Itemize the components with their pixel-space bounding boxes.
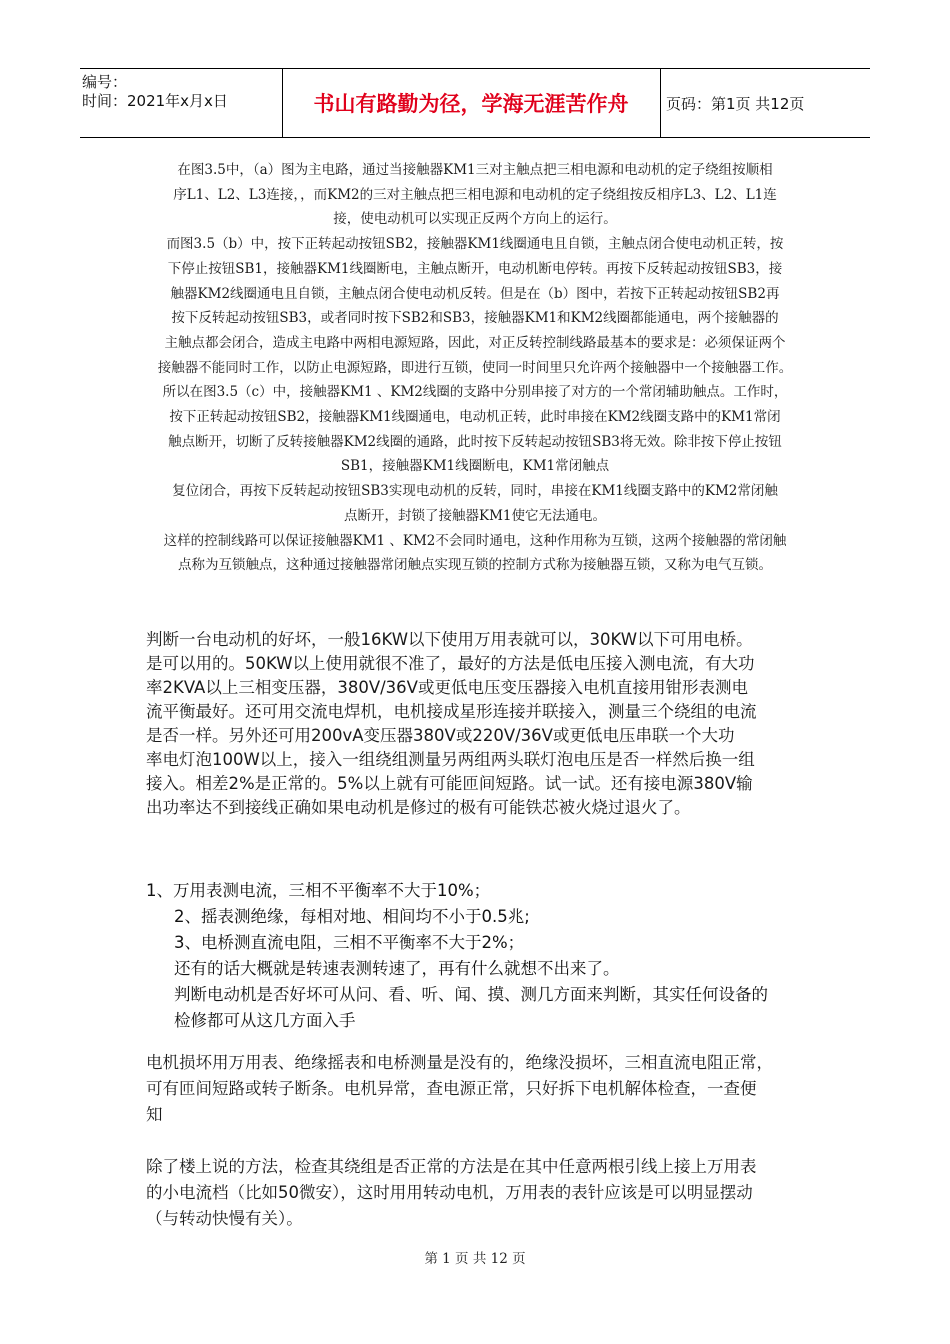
header-divider [660, 69, 661, 137]
damage-check-paragraph [146, 1050, 822, 1128]
text-line: 判断一台电动机的好坏，一般16KW以下使用万用表就可以，30KW以下可用电桥。 [146, 630, 753, 649]
text-line: 是否一样。另外还可用200vA变压器380V或220V/36V或更低电压串联一个大功 [146, 726, 735, 745]
list-item: 判断电动机是否好坏可从问、看、听、闻、摸、测几方面来判断，其实任何设备的 [174, 985, 768, 1004]
text-line: 所以在图3.5（c）中，接触器KM1 、KM2线圈的支路中分别串接了对方的一个常闭辅助触点。工作时， [162, 384, 788, 401]
list-item: 检修都可从这几方面入手 [174, 1011, 356, 1030]
test-methods-list [146, 878, 826, 1034]
text-line: 按下正转起动按钮SB2，接触器KM1线圈通电，电动机正转，此时串接在KM2线圈支路中的KM1常闭 [169, 409, 781, 426]
header-motto: 书山有路勤为径，学海无涯苦作舟 [313, 92, 629, 116]
winding-check-paragraph [146, 1154, 822, 1232]
document-number: 编号： [82, 73, 128, 91]
text-line: 流平衡最好。还可用交流电焊机，电机接成星形连接并联接入，测量三个绕组的电流 [146, 702, 757, 721]
text-line: 除了楼上说的方法，检查其绕组是否正常的方法是在其中任意两根引线上接上万用表 [146, 1157, 757, 1176]
interlock-explanation [140, 158, 810, 578]
text-line: 主触点都会闭合，造成主电路中两相电源短路，因此，对正反转控制线路最基本的要求是：必须保证两个 [164, 334, 786, 351]
text-line: SB1，接触器KM1线圈断电，KM1常闭触点 [340, 458, 610, 475]
header-divider [282, 69, 283, 137]
text-line: 电机损坏用万用表、绝缘摇表和电桥测量是没有的，绝缘没损坏，三相直流电阻正常， [146, 1053, 773, 1072]
text-line: 触点断开，切断了反转接触器KM2线圈的通路，此时按下反转起动按钮SB3将无效。除非按下停止按钮 [168, 433, 782, 450]
text-line: 序L1、L2、L3连接，，而KM2的三对主触点把三相电源和电动机的定子绕组按反相序L3、L2、L1连 [173, 186, 777, 203]
header-meta [82, 73, 280, 111]
text-line: 率电灯泡100W以上，接入一组绕组测量另两组两头联灯泡电压是否一样然后换一组 [146, 750, 755, 769]
text-line: 接入。相差2%是正常的。5%以上就有可能匝间短路。试一试。还有接电源380V输 [146, 774, 753, 793]
document-date: 时间：2021年x月x日 [82, 92, 228, 110]
text-line: 下停止按钮SB1，接触器KM1线圈断电，主触点断开，电动机断电停转。再按下反转起动按钮SB3，接 [167, 260, 783, 277]
page-header [80, 68, 870, 138]
text-line: 点断开，封锁了接触器KM1使它无法通电。 [344, 507, 606, 524]
text-line: 按下反转起动按钮SB3，或者同时按下SB2和SB3，接触器KM1和KM2线圈都能通电，两个接触器的 [171, 310, 779, 327]
text-line: 接，使电动机可以实现正反两个方向上的运行。 [333, 211, 617, 228]
list-item: 还有的话大概就是转速表测转速了，再有什么就想不出来了。 [174, 959, 620, 978]
text-line: 是可以用的。50KW以上使用就很不准了，最好的方法是低电压接入测电流，有大功 [146, 654, 755, 673]
text-line: 这样的控制线路可以保证接触器KM1 、KM2不会同时通电，这种作用称为互锁，这两个接触器的常闭触 [163, 532, 787, 549]
page-footer: 第 1 页 共 12 页 [424, 1251, 526, 1267]
list-item: 1、万用表测电流，三相不平衡率不大于10%； [146, 881, 491, 900]
text-line: 而图3.5（b）中，按下正转起动按钮SB2，接触器KM1线圈通电且自锁，主触点闭合使电动机正转，按 [166, 236, 784, 253]
text-line: 复位闭合，再按下反转起动按钮SB3实现电动机的反转，同时，串接在KM1线圈支路中的KM2常闭触 [172, 483, 778, 500]
header-page-info: 页码：第1页 共12页 [666, 94, 805, 113]
text-line: 接触器不能同时工作，以防止电源短路，即进行互锁，使同一时间里只允许两个接触器中一个接触器工作。 [157, 359, 793, 376]
text-line: （与转动快慢有关）。 [146, 1209, 303, 1228]
motor-check-paragraph [146, 628, 822, 820]
list-item: 3、电桥测直流电阻，三相不平衡率不大于2%； [174, 933, 525, 952]
text-line: 可有匝间短路或转子断条。电机异常，查电源正常，只好拆下电机解体检查，一查便 [146, 1079, 757, 1098]
list-item: 2、摇表测绝缘，每相对地、相间均不小于0.5兆; [174, 907, 530, 926]
text-line: 率2KVA以上三相变压器，380V/36V或更低电压变压器接入电机直接用钳形表测电 [146, 678, 748, 697]
text-line: 知 [146, 1105, 163, 1124]
text-line: 点称为互锁触点，这种通过接触器常闭触点实现互锁的控制方式称为接触器互锁，又称为电气互锁。 [178, 557, 772, 574]
text-line: 出功率达不到接线正确如果电动机是修过的极有可能铁芯被火烧过退火了。 [146, 798, 691, 817]
text-line: 在图3.5中，（a）图为主电路，通过当接触器KM1三对主触点把三相电源和电动机的定子绕组按顺相 [177, 162, 773, 178]
text-line: 触器KM2线圈通电且自锁，主触点闭合使电动机反转。但是在（b）图中，若按下正转起动按钮SB2再 [170, 285, 780, 302]
text-line: 的小电流档（比如50微安），这时用用转动电机，万用表的表针应该是可以明显摆动 [146, 1183, 753, 1202]
